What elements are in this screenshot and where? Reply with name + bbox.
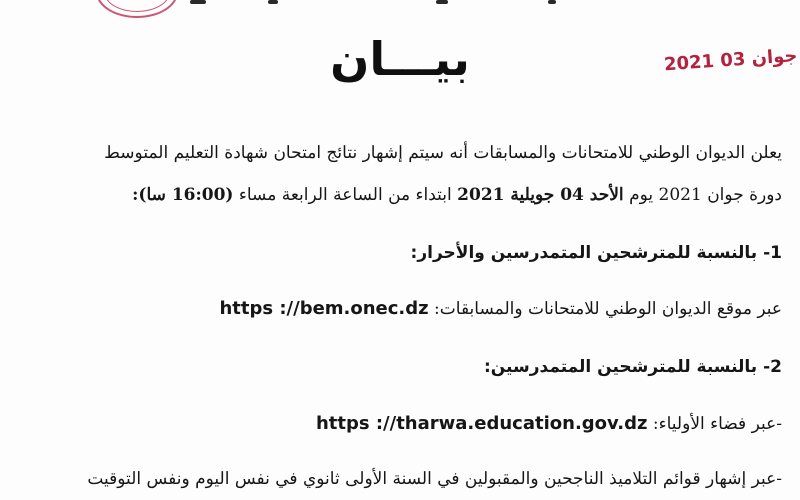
intro-line-2 [132,182,782,208]
section-2-item-1-url: https ://tharwa.education.gov.dz [315,413,648,434]
intro-line-1: يعلن الديوان الوطني للامتحانات والمسابقات أنه سيتم إشهار نتائج امتحان شهادة التعليم المتوسط [104,143,782,163]
section-1-heading: 1- بالنسبة للمترشحين المتمدرسين والأحرار: [410,243,782,263]
section-2-item-1 [316,411,782,437]
date-stamp: 2021 جوان 03 [663,45,799,76]
document-title: بيـــان [330,32,470,86]
top-smudge-mark [190,0,206,4]
section-1-item [219,296,782,322]
section-1-url: https ://bem.onec.dz [219,298,429,319]
intro-line-2-date: الأحد 04 جويلية 2021 [457,185,624,205]
intro-line-2-text: دورة جوان 2021 يوم [623,185,782,205]
official-stamp [96,0,178,18]
intro-line-2-time-text: ابتداء من الساعة الرابعة مساء [233,185,458,205]
intro-line-2-time: (16:00 سا): [132,185,234,205]
section-2-item-2: -عبر إشهار قوائم التلاميذ الناجحين والمقبولين في السنة الأولى ثانوي في نفس اليوم ونفس التوقيت [87,469,782,489]
section-2-item-1-text: -عبر فضاء الأولياء: [647,414,782,434]
top-smudge-mark [548,0,556,4]
top-smudge-mark [268,0,278,4]
top-smudge-mark [436,0,448,4]
section-2-heading: 2- بالنسبة للمترشحين المتمدرسين: [483,357,782,377]
section-1-item-text: عبر موقع الديوان الوطني للامتحانات والمسابقات: [428,299,782,319]
